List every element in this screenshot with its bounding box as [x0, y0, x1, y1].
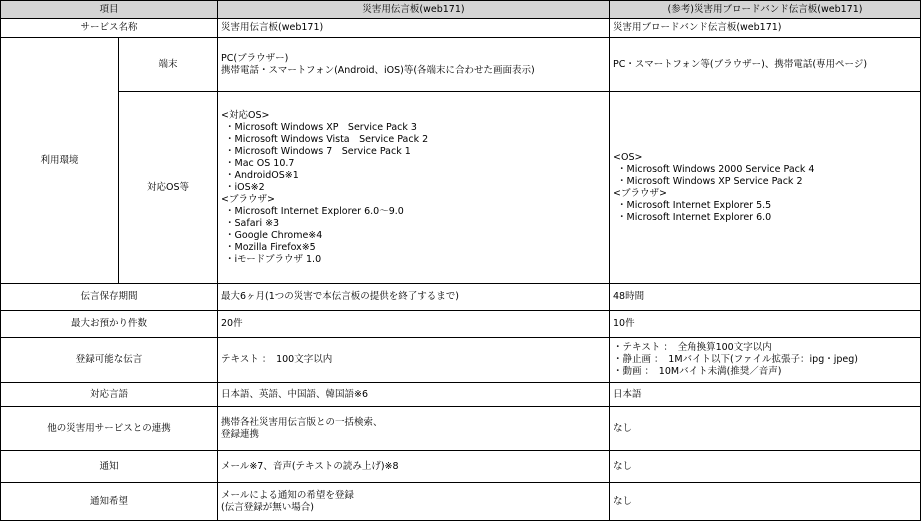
web171-messages: テキスト ： 100文字以内: [218, 338, 610, 383]
broadband-retention: 48時間: [610, 284, 921, 311]
web171-languages: 日本語、英語、中国語、韓国語※6: [218, 383, 610, 407]
web171-linkage-line-2: 登録連携: [221, 428, 260, 440]
header-item: 項目: [1, 1, 218, 19]
web171-os: [218, 92, 610, 284]
header-broadband: (参考)災害用ブロードバンド伝言板(web171): [610, 1, 921, 19]
web171-os-line: ・Mac OS 10.7: [225, 157, 295, 169]
row-languages: [1, 383, 921, 407]
broadband-os-line: ・Microsoft Windows XP Service Pack 2: [617, 175, 803, 187]
row-linkage: [1, 407, 921, 451]
row-messages: [1, 338, 921, 383]
label-service-name: サービス名称: [1, 19, 218, 38]
web171-os-line: ・Microsoft Windows Vista Service Pack 2: [225, 133, 429, 145]
broadband-os-line: ・Microsoft Windows 2000 Service Pack 4: [617, 163, 815, 175]
web171-os-line: ・Mozilla Firefox※5: [225, 241, 316, 253]
web171-retention: 最大6ヶ月(1つの災害で本伝言板の提供を終了するまで): [218, 284, 610, 311]
web171-linkage-lines: [221, 417, 606, 441]
broadband-os-line: ・Microsoft Internet Explorer 5.5: [617, 199, 772, 211]
broadband-messages: [610, 338, 921, 383]
label-linkage: 他の災害用サービスとの連携: [1, 407, 218, 451]
row-retention: [1, 284, 921, 311]
web171-os-lines: [221, 110, 606, 266]
web171-terminal-line-1: PC(ブラウザー): [221, 52, 289, 64]
broadband-service-name: 災害用ブロードバンド伝言板(web171): [610, 19, 921, 38]
broadband-languages: 日本語: [610, 383, 921, 407]
label-max-count: 最大お預かり件数: [1, 311, 218, 338]
label-os: 対応OS等: [119, 92, 218, 284]
web171-max-count: 20件: [218, 311, 610, 338]
label-retention: 伝言保存期間: [1, 284, 218, 311]
broadband-messages-lines: [613, 342, 917, 378]
broadband-linkage: なし: [610, 407, 921, 451]
web171-terminal-lines: [221, 53, 606, 77]
broadband-notification: なし: [610, 451, 921, 483]
broadband-os-line: ・Microsoft Internet Explorer 6.0: [617, 211, 772, 223]
web171-notification-request-line-2: (伝言登録が無い場合): [221, 501, 314, 513]
web171-os-line: <対応OS>: [221, 109, 270, 121]
broadband-os-line: <ブラウザ>: [613, 187, 667, 199]
row-service-name: [1, 19, 921, 38]
header-web171: 災害用伝言板(web171): [218, 1, 610, 19]
label-messages: 登録可能な伝言: [1, 338, 218, 383]
web171-service-name: 災害用伝言板(web171): [218, 19, 610, 38]
broadband-messages-line: ・動画 ： 10Mバイト未満(推奨／音声): [613, 366, 782, 377]
web171-linkage: [218, 407, 610, 451]
row-os: [1, 92, 921, 284]
label-notification: 通知: [1, 451, 218, 483]
web171-terminal-line-2: 携帯電話・スマートフォン(Android、iOS)等(各端末に合わせた画面表示): [221, 64, 535, 76]
header-row: [1, 1, 921, 19]
web171-os-line: ・Microsoft Windows XP Service Pack 3: [225, 121, 417, 133]
web171-os-line: <ブラウザ>: [221, 193, 275, 205]
row-notification-request: [1, 483, 921, 521]
web171-os-line: ・AndroidOS※1: [225, 169, 299, 181]
label-environment: 利用環境: [1, 38, 119, 284]
web171-notification-request-line-1: メールによる通知の希望を登録: [221, 489, 354, 501]
row-notification: [1, 451, 921, 483]
web171-notification: メール※7、音声(テキストの読み上げ)※8: [218, 451, 610, 483]
web171-os-line: ・Microsoft Internet Explorer 6.0～9.0: [225, 205, 404, 217]
broadband-os-line: <OS>: [613, 151, 643, 163]
broadband-os: [610, 92, 921, 284]
broadband-messages-line: ・静止画 ： 1Mバイト以下(ファイル拡張子：ipg・jpeg): [613, 354, 858, 365]
label-languages: 対応言語: [1, 383, 218, 407]
web171-os-line: ・iOS※2: [225, 181, 265, 193]
row-terminal: [1, 38, 921, 92]
web171-terminal: [218, 38, 610, 92]
web171-notification-request: [218, 483, 610, 521]
web171-os-line: ・Google Chrome※4: [225, 229, 323, 241]
broadband-max-count: 10件: [610, 311, 921, 338]
broadband-notification-request: なし: [610, 483, 921, 521]
web171-linkage-line-1: 携帯各社災害用伝言版との一括検索、: [221, 416, 383, 428]
label-terminal: 端末: [119, 38, 218, 92]
web171-notification-request-lines: [221, 490, 606, 514]
broadband-messages-line: ・テキスト ： 全角換算100文字以内: [613, 342, 772, 353]
web171-os-line: ・Safari ※3: [225, 217, 280, 229]
row-max-count: [1, 311, 921, 338]
broadband-os-lines: [613, 152, 917, 224]
web171-os-line: ・iモードブラウザ 1.0: [225, 253, 322, 265]
label-notification-request: 通知希望: [1, 483, 218, 521]
broadband-terminal: PC・スマートフォン等(ブラウザー)、携帯電話(専用ページ): [610, 38, 921, 92]
web171-os-line: ・Microsoft Windows 7 Service Pack 1: [225, 145, 411, 157]
